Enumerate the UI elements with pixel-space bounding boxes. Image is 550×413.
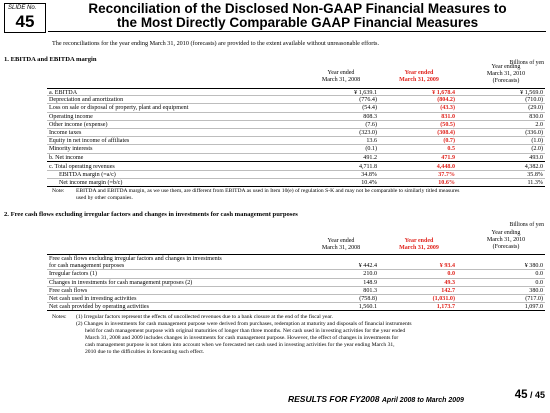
value-2008: 13.6 <box>366 138 377 145</box>
row-label: b. Net income <box>49 154 84 161</box>
row-label: Income taxes <box>49 129 82 136</box>
value-2008: ¥ 442.4 <box>358 263 377 270</box>
row-label: Net income margin (=b/c) <box>59 180 123 187</box>
table-row <box>47 113 545 121</box>
value-2009: 37.7% <box>438 171 455 178</box>
value-2010: 11.3% <box>527 180 543 187</box>
value-2008: 801.3 <box>363 287 377 294</box>
value-2010: ¥ 1,569.0 <box>520 90 543 96</box>
section-1-note-label: Note: <box>52 188 65 194</box>
row-label: a. EBITDA <box>49 90 78 96</box>
value-2010: 830.0 <box>529 113 543 120</box>
page-current: 45 <box>514 389 528 401</box>
section-2-heading: 2. Free cash flows excluding irregular factors and changes in investments for cash management purposes <box>4 211 298 218</box>
row-label: Changes in investments for cash management purposes (2) <box>49 279 193 286</box>
title-divider <box>48 31 546 32</box>
value-2010: 4,382.0 <box>524 163 543 170</box>
value-2009: 0.5 <box>447 146 455 153</box>
row-label: Irregular factors (1) <box>49 271 98 278</box>
value-2009: (50.5) <box>440 121 455 128</box>
value-2010: 380.0 <box>529 287 543 294</box>
note-1: (1) Irregular factors represent the effects of uncollected revenues due to a bank closure at the end of the fiscal year. <box>76 314 333 320</box>
title-line-2: the Most Directly Comparable GAAP Financial Measures <box>116 15 479 30</box>
page-total: / 45 <box>527 390 545 400</box>
value-2010: (2.0) <box>531 146 543 153</box>
footer-results <box>288 394 464 404</box>
s2-col-head-2008: Year ended March 31, 2008 <box>321 238 361 251</box>
value-2009: ¥ 1,678.4 <box>432 90 455 96</box>
row-label: Net cash used in investing activities <box>49 295 137 302</box>
value-2010: 1,097.0 <box>524 304 543 311</box>
row-label: Other income (expense) <box>49 121 108 128</box>
value-2008: 491.2 <box>363 154 377 161</box>
row-label: Net cash provided by operating activities <box>49 304 150 311</box>
value-2008: 1,560.1 <box>358 304 377 311</box>
table-row <box>47 163 545 171</box>
table-row <box>47 171 545 179</box>
table-row <box>47 262 545 270</box>
footer-results-title: RESULTS FOR FY2008 <box>288 394 380 404</box>
section-1-unit: Billions of yen <box>509 60 544 66</box>
section-1-heading: 1. EBITDA and EBITDA margin <box>4 56 97 63</box>
value-2008: (776.4) <box>359 97 377 104</box>
value-2009: ¥ 93.4 <box>439 263 455 270</box>
table-row <box>47 145 545 153</box>
note-2-line: cash management purpose is not taken into account when we forecasted net cash used in investing activities for the year ending March 31, <box>85 342 395 348</box>
s2-col-head-2010: Year ending March 31, 2010 (Forecasts) <box>486 230 526 250</box>
s1-col-head-2009: Year ended March 31, 2009 <box>399 70 439 83</box>
row-label: Operating income <box>49 113 93 120</box>
table-row <box>47 287 545 295</box>
value-2009: (43.3) <box>440 105 455 112</box>
section-2-notes <box>76 314 546 356</box>
table-row <box>47 295 545 303</box>
value-2009: (804.2) <box>437 97 455 104</box>
value-2008: ¥ 1,639.1 <box>354 90 377 96</box>
row-label: Loss on sale or disposal of property, plant and equipment <box>49 105 189 112</box>
value-2010: 0.0 <box>535 279 543 286</box>
title-line-1: Reconciliation of the Disclosed Non-GAAP Financial Measures to <box>88 1 507 16</box>
table-row <box>47 270 545 278</box>
value-2009: (0.7) <box>443 138 455 145</box>
slide-number: 45 <box>15 12 35 31</box>
intro-text: The reconciliations for the year ending March 31, 2010 (forecasts) are provided to the extent available without unreasonable efforts. <box>52 40 380 47</box>
slide-number-label: SLIDE No. <box>8 5 37 11</box>
row-label: c. Total operating revenues <box>49 163 115 170</box>
slide-number-box <box>4 3 46 33</box>
value-2010: 35.8% <box>527 171 543 178</box>
value-2010: ¥ 380.0 <box>524 263 543 270</box>
ebitda-table <box>47 88 545 187</box>
note-2-line: 2010 due to the difficulties in forecasting such effect. <box>85 349 205 355</box>
value-2010: (336.0) <box>525 129 543 136</box>
page-title <box>50 2 545 30</box>
value-2008: 34.8% <box>361 171 377 178</box>
value-2008: 808.3 <box>363 113 377 120</box>
value-2009: 142.7 <box>441 287 455 294</box>
value-2008: (758.8) <box>359 295 377 302</box>
value-2008: (323.0) <box>359 129 377 136</box>
value-2009: 471.9 <box>441 154 455 161</box>
s1-col-head-2008: Year ended March 31, 2008 <box>321 70 361 83</box>
value-2010: 2.0 <box>535 121 543 128</box>
row-label: EBITDA margin (=a/c) <box>59 171 116 178</box>
value-2009: 1,173.7 <box>436 304 455 311</box>
section-1-note: EBITDA and EBITDA margin, as we use them, are different from EBITDA as used in Item 10(e) of regulation S-K and may not be comparable to similarly titled measures used by other companies. <box>76 188 460 201</box>
value-2008: 10.4% <box>361 180 377 187</box>
table-row <box>47 137 545 145</box>
row-label: Equity in net income of affiliates <box>49 138 130 145</box>
table-row <box>47 303 545 311</box>
value-2010: (710.0) <box>525 97 543 104</box>
table-row <box>47 254 545 262</box>
value-2010: 0.0 <box>535 271 543 278</box>
value-2008: 4,711.8 <box>358 163 377 170</box>
table-row <box>47 129 545 137</box>
page-number <box>515 389 545 401</box>
value-2010: (1.0) <box>531 138 543 145</box>
value-2008: 210.0 <box>363 271 377 278</box>
value-2010: 493.0 <box>529 154 543 161</box>
value-2009: 49.3 <box>444 279 455 286</box>
note-2-line: held for cash management purpose with original maturities of longer than three months. Net cash used in investing activities for the year ended <box>85 328 406 334</box>
table-row <box>47 88 545 96</box>
value-2008: (0.1) <box>365 146 377 153</box>
value-2008: 148.9 <box>363 279 377 286</box>
value-2009: 831.0 <box>441 113 455 120</box>
value-2009: (308.4) <box>437 129 455 136</box>
row-label: Minority interests <box>49 146 93 153</box>
value-2009: 0.0 <box>447 271 455 278</box>
row-label: for cash management purposes <box>49 263 125 270</box>
value-2008: (7.6) <box>365 121 377 128</box>
note-2-line: (2) Changes in investments for cash management purpose were derived from purchases, redemption at maturity and disposals of financial instruments <box>76 321 412 327</box>
value-2009: 4,448.0 <box>436 163 455 170</box>
row-label: Depreciation and amortization <box>49 97 124 104</box>
value-2009: (1,031.0) <box>432 295 455 302</box>
note-2-line: March 31, 2008 and 2009 includes changes in investments for cash management purpose. However, the effect of changes in investments for <box>85 335 399 341</box>
table-row <box>47 96 545 104</box>
s1-col-head-2010: Year ending March 31, 2010 (Forecasts) <box>486 64 526 84</box>
row-label: Free cash flows <box>49 287 88 294</box>
section-2-unit: Billions of yen <box>509 222 544 228</box>
free-cash-flow-table <box>47 254 545 311</box>
table-row <box>47 121 545 129</box>
footer-period: April 2008 to March 2009 <box>381 397 464 404</box>
value-2008: (54.4) <box>362 105 377 112</box>
value-2010: (29.0) <box>528 105 543 112</box>
value-2009: 10.6% <box>438 180 455 187</box>
s2-col-head-2009: Year ended March 31, 2009 <box>399 238 439 251</box>
table-row <box>47 154 545 162</box>
table-row <box>47 104 545 112</box>
table-row <box>47 279 545 287</box>
table-row <box>47 179 545 187</box>
section-2-notes-label: Notes: <box>52 314 67 320</box>
row-label: Free cash flows excluding irregular factors and changes in investments <box>49 256 222 262</box>
value-2010: (717.0) <box>525 295 543 302</box>
